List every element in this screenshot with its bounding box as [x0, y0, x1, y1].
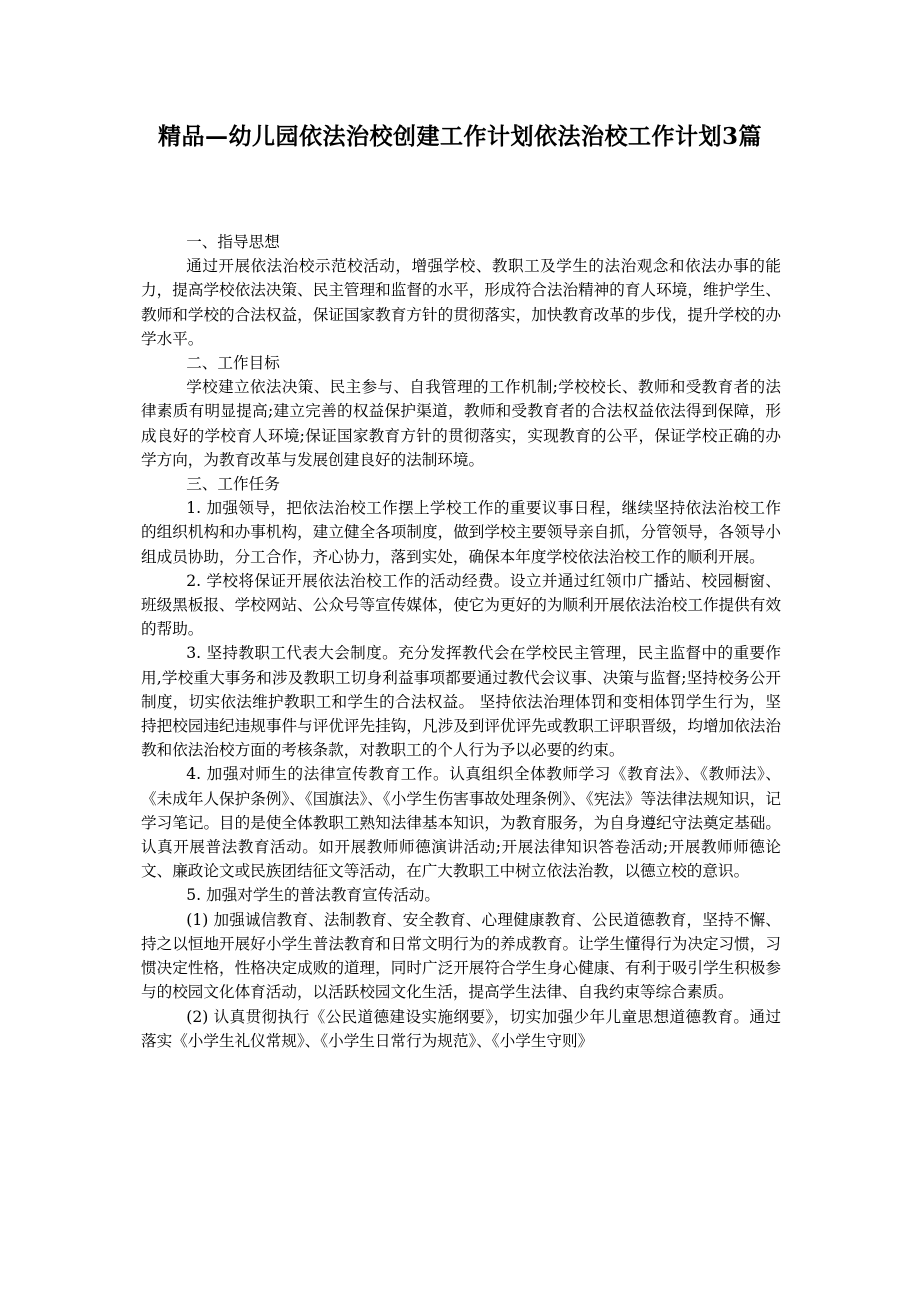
section-heading: 三、工作任务: [186, 475, 280, 494]
paragraph: 3. 坚持教职工代表大会制度。充分发挥教代会在学校民主管理，民主监督中的重要作用,学校重大事务和涉及教职工切身利益事项都要通过教代会议事、决策与监督;坚持校务公开制度，切实依法维护教职工和学生的合法权益。 坚持依法治理体罚和变相体罚学生行为，坚持把校园违纪违规事件与评优评先挂钩，凡涉及到评优评先或教职工评职晋级，均增加依法治教和依法治校方面的考核条款，对教职工的个人行为予以必要的约束。: [141, 644, 781, 760]
document-title: 精品—幼儿园依法治校创建工作计划依法治校工作计划3篇: [157, 123, 762, 150]
paragraph: 通过开展依法治校示范校活动，增强学校、教职工及学生的法治观念和依法办事的能力，提高学校依法决策、民主管理和监督的水平，形成符合法治精神的育人环境，维护学生、教师和学校的合法权益，保证国家教育方针的贯彻落实，加快教育改革的步伐，提升学校的办学水平。: [141, 257, 781, 348]
document-body: [141, 230, 781, 1053]
section-heading: 一、指导思想: [186, 233, 280, 251]
paragraph: 1. 加强领导，把依法治校工作摆上学校工作的重要议事日程，继续坚持依法治校工作的组织机构和办事机构，建立健全各项制度，做到学校主要领导亲自抓，分管领导，各领导小组成员协助，分工合作，齐心协力，落到实处，确保本年度学校依法治校工作的顺利开展。: [141, 499, 781, 566]
paragraph: 2. 学校将保证开展依法治校工作的活动经费。设立并通过红领巾广播站、校园橱窗、班级黑板报、学校网站、公众号等宣传媒体，使它为更好的为顺利开展依法治校工作提供有效的帮助。: [141, 571, 781, 639]
paragraph: 学校建立依法决策、民主参与、自我管理的工作机制;学校校长、教师和受教育者的法律素质有明显提高;建立完善的权益保护渠道，教师和受教育者的合法权益依法得到保障，形成良好的学校育人环境;保证国家教育方针的贯彻落实，实现教育的公平，保证学校正确的办学方向，为教育改革与发展创建良好的法制环境。: [141, 378, 781, 469]
paragraph: 5. 加强对学生的普法教育宣传活动。: [186, 886, 440, 905]
section-heading: 二、工作目标: [186, 354, 280, 373]
paragraph: (1) 加强诚信教育、法制教育、安全教育、心理健康教育、公民道德教育，坚持不懈、持之以恒地开展好小学生普法教育和日常文明行为的养成教育。让学生懂得行为决定习惯，习惯决定性格，性格决定成败的道理，同时广泛开展符合学生身心健康、有利于吸引学生积极参与的校园文化体育活动，以活跃校园文化生活，提高学生法律、自我约束等综合素质。: [141, 910, 781, 1002]
paragraph: 4. 加强对师生的法律宣传教育工作。认真组织全体教师学习《教育法》、《教师法》、《未成年人保护条例》、《国旗法》、《小学生伤害事故处理条例》、《宪法》等法律法规知识，记学习笔记。目的是使全体教职工熟知法律基本知识，为教育服务，为自身遵纪守法奠定基础。认真开展普法教育活动。如开展教师师德演讲活动;开展法律知识答卷活动;开展教师师德论文、廉政论文或民族团结征文等活动，在广大教职工中树立依法治教，以德立校的意识。: [141, 765, 781, 881]
paragraph: (2) 认真贯彻执行《公民道德建设实施纲要》，切实加强少年儿童思想道德教育。通过落实《小学生礼仪常规》、《小学生日常行为规范》、《小学生守则》: [141, 1007, 781, 1050]
